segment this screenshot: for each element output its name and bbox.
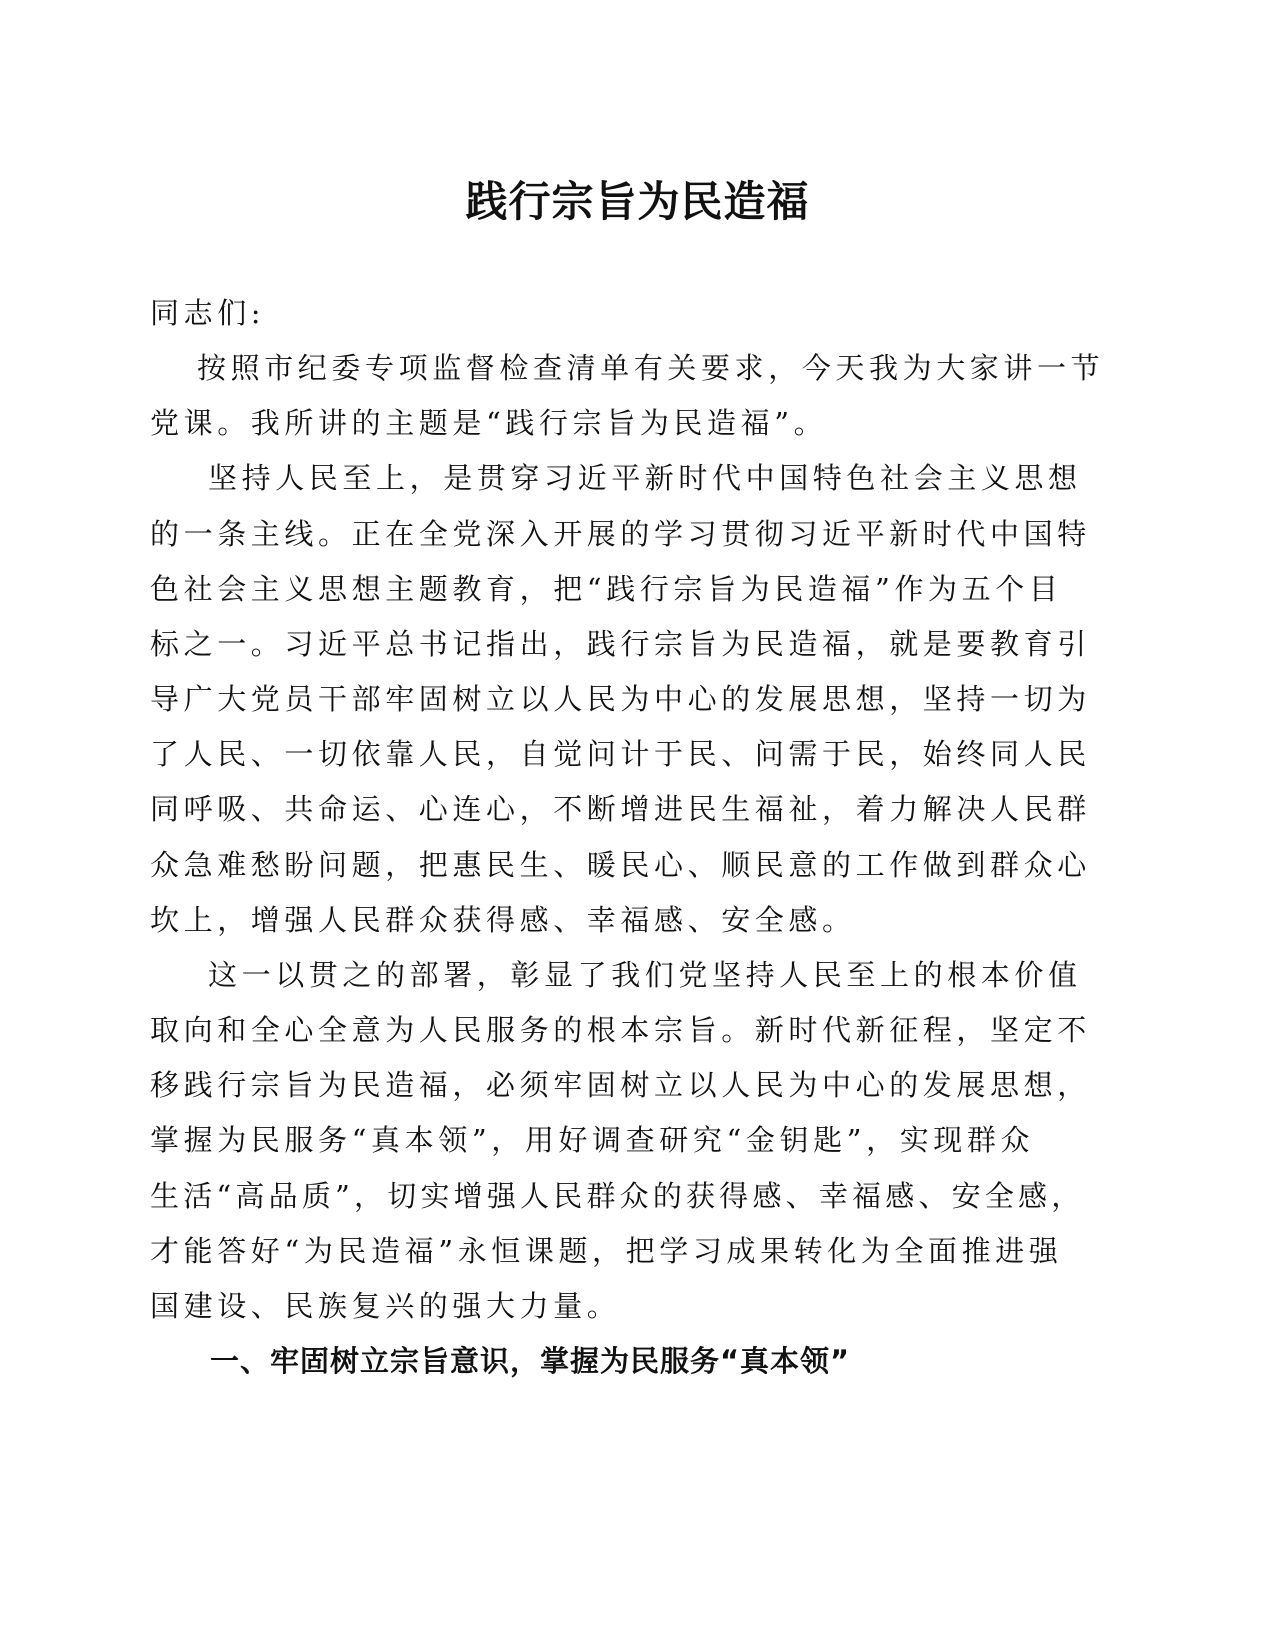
paragraph-line: 才能答好“为民造福”永恒课题，把学习成果转化为全面推进强 [150,1234,1063,1268]
paragraph-line: 坚持人民至上，是贯穿习近平新时代中国特色社会主义思想 [208,461,1082,495]
paragraph-line: 导广大党员干部牢固树立以人民为中心的发展思想，坚持一切为 [150,682,1091,716]
paragraph-line: 国建设、民族复兴的强大力量。 [150,1289,621,1323]
salutation: 同志们: [150,296,266,330]
paragraph-line: 众急难愁盼问题，把惠民生、暖民心、顺民意的工作做到群众心 [150,848,1091,882]
paragraph-line: 色社会主义思想主题教育，把“践行宗旨为民造福”作为五个目 [150,572,1063,606]
paragraph-line: 生活“高品质”，切实增强人民群众的获得感、幸福感、安全感， [150,1179,1085,1213]
paragraph-line: 了人民、一切依靠人民，自觉问计于民、问需于民，始终同人民 [150,737,1091,771]
document-title: 践行宗旨为民造福 [465,177,810,226]
paragraph-line: 取向和全心全意为人民服务的根本宗旨。新时代新征程，坚定不 [150,1013,1091,1047]
paragraph-line: 这一以贯之的部署，彰显了我们党坚持人民至上的根本价值 [208,958,1082,992]
paragraph-line: 坎上，增强人民群众获得感、幸福感、安全感。 [150,903,856,937]
paragraph-line: 党课。我所讲的主题是“践行宗旨为民造福”。 [150,406,828,440]
paragraph-line: 按照市纪委专项监督检查清单有关要求，今天我为大家讲一节 [197,351,1105,385]
paragraph-line: 标之一。习近平总书记指出，践行宗旨为民造福，就是要教育引 [150,627,1091,661]
paragraph-line: 移践行宗旨为民造福，必须牢固树立以人民为中心的发展思想， [150,1068,1091,1102]
paragraph-line: 的一条主线。正在全党深入开展的学习贯彻习近平新时代中国特 [150,517,1091,551]
paragraph-line: 同呼吸、共命运、心连心，不断增进民生福祉，着力解决人民群 [150,792,1091,826]
paragraph-line: 掌握为民服务“真本领”，用好调查研究“金钥匙”，实现群众 [150,1123,1035,1157]
section-heading: 一、牢固树立宗旨意识，掌握为民服务“真本领” [210,1344,851,1378]
